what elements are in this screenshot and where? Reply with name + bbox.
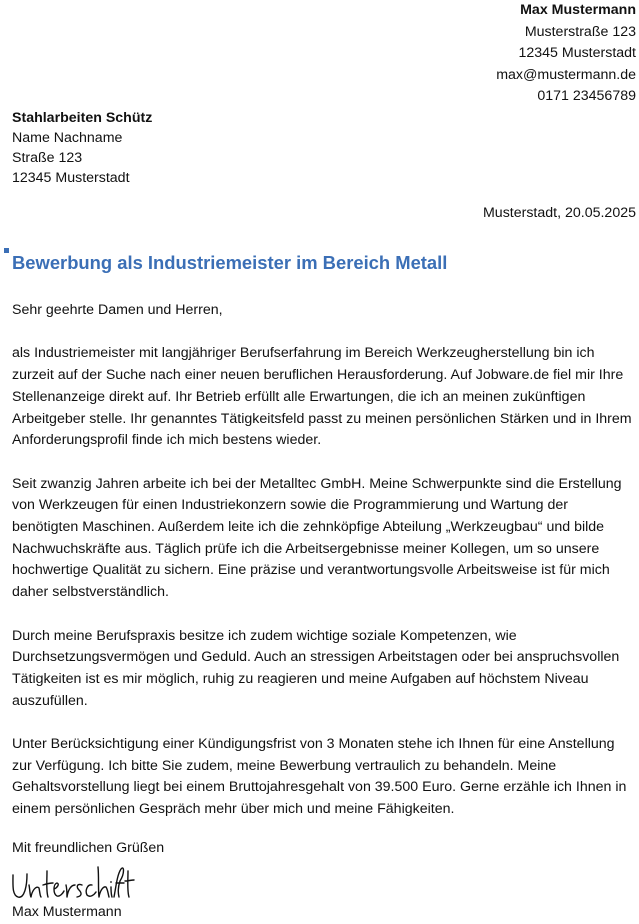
sender-name: Max Mustermann xyxy=(520,2,636,18)
handwritten-signature xyxy=(10,863,140,905)
recipient-street: Straße 123 xyxy=(12,150,83,166)
sender-phone: 0171 23456789 xyxy=(537,88,636,104)
letter-body xyxy=(12,300,637,843)
body-paragraph: als Industriemeister mit langjähriger Berufserfahrung im Bereich Werkzeugherstellung bin ich zurzeit auf der Suche nach einer neuen beruflichen Herausforderung. Auf Jobware.de fiel mir Ihre Stellenanzeige direkt auf. Ihr Betrieb erfüllt alle Erwartungen, die ich an meinen zukünftigen Arbeitgeber stelle. Ihr genanntes Tätigkeitsfeld passt zu meinen persönlichen Stärken und in Ihrem Anforderungsprofil finde ich mich bestens wieder. xyxy=(12,345,632,449)
subject-marker-icon xyxy=(4,248,9,253)
sender-email: max@mustermann.de xyxy=(496,66,636,83)
recipient-address-block xyxy=(12,108,152,188)
sender-address-block xyxy=(496,0,636,108)
body-paragraph: Unter Berücksichtigung einer Kündigungsfrist von 3 Monaten stehe ich Ihnen für eine Anstellung zur Verfügung. Ich bitte Sie zudem, meine Bewerbung vertraulich zu behandeln. Meine Gehaltsvorstellung liegt bei einem Bruttojahresgehalt von 39.500 Euro. Gerne erzähle ich Ihnen in einem persönlichen Gespräch mehr über mich und meine Fähigkeiten. xyxy=(12,736,627,818)
recipient-contact: Name Nachname xyxy=(12,130,123,146)
recipient-company: Stahlarbeiten Schütz xyxy=(12,110,153,126)
sender-city: 12345 Musterstadt xyxy=(518,45,636,61)
body-paragraph: Seit zwanzig Jahren arbeite ich bei der Metalltec GmbH. Meine Schwerpunkte sind die Erstellung von Werkzeugen für einen Industriekonzern sowie die Programmierung und Wartung der benötigten Maschinen. Außerdem leite ich die zehnköpfige Abteilung „Werkzeugbau“ und bilde Nachwuchskräfte aus. Täglich prüfe ich die Arbeitsergebnisse meiner Kollegen, um so unsere hochwertige Qualität zu sichern. Eine präzise und verantwortungsvolle Arbeitsweise ist für mich daher selbstverständlich. xyxy=(12,475,622,601)
recipient-city: 12345 Musterstadt xyxy=(12,170,130,186)
salutation: Sehr geehrte Damen und Herren, xyxy=(12,302,223,318)
signed-name: Max Mustermann xyxy=(12,904,122,920)
letter-date: Musterstadt, 20.05.2025 xyxy=(482,205,636,221)
letter-subject: Bewerbung als Industriemeister im Bereich Metall xyxy=(12,252,448,273)
body-paragraph: Durch meine Berufspraxis besitze ich zudem wichtige soziale Kompetenzen, wie Durchsetzungsvermögen und Geduld. Auch an stressigen Arbeitstagen oder bei anspruchsvollen Tätigkeiten ist es mir möglich, ruhig zu reagieren und meine Aufgaben auf höchstem Niveau auszufüllen. xyxy=(12,627,620,709)
closing-phrase: Mit freundlichen Grüßen xyxy=(12,840,165,856)
sender-street: Musterstraße 123 xyxy=(524,23,636,40)
